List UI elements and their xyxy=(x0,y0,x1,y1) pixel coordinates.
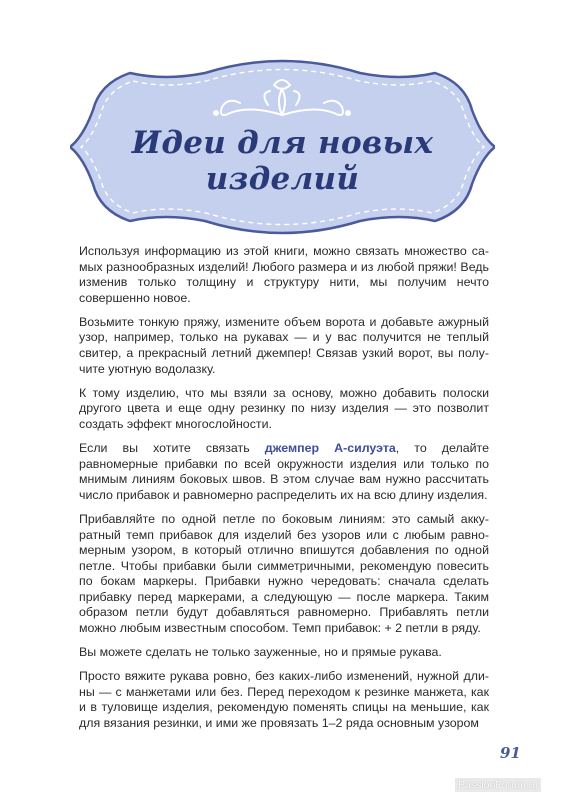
paragraph: К тому изделию, что мы взяли за основу, можно добавить полоски другого цвета и еще одну резинку по низу изделия — это позволит создать эффект многослойности. xyxy=(79,385,489,431)
watermark: PassionForum.ru xyxy=(455,778,541,792)
page-title: Идеи для новых изделий xyxy=(131,125,434,197)
paragraph: Прибавляйте по одной петле по боковым линиям: это самый акку-ратный темп прибавок для изделий без узоров или с любым равно-мерным узором, в который отлично впишутся добавления по одной петле. Чтобы прибавки были симметричными, рекомендую повесить по бокам маркеры. Прибавки нужно чередовать: сначала сделать прибавку перед маркерами, а следующую — после маркера. Таким образом петли будут добавляться равномерно. Прибавлять петли можно любым известным способом. Темп прибавок: + 2 петли в ряду. xyxy=(79,511,489,636)
paragraph xyxy=(79,441,489,503)
paragraph: Просто вяжите рукава ровно, без каких-либо изменений, нужной дли-ны — с манжетами или без. Перед переходом к резинке манжета, как и в туловище изделия, рекомендую поменять спицы на меньшие, как для вязания резинки, и ими же провязать 1–2 ряда основным узором xyxy=(79,669,489,731)
highlighted-term: джемпер А-силуэта xyxy=(264,441,396,456)
paragraph: Возьмите тонкую пряжу, измените объем ворота и добавьте ажурный узор, например, только на рукавах — и у вас получится не теплый свитер, а прекрасный летний джемпер! Связав узкий ворот, вы полу-чите уютную водолазку. xyxy=(79,314,489,376)
paragraph-text: , то делайте равномерные прибавки по всей окружности изделия или только по мнимым линиям боковых швов. В этом случае вам нужно рассчитать число прибавок и равномерно распределить их на всю длину изделия. xyxy=(79,441,489,502)
paragraph-text: Если вы хотите связать xyxy=(79,441,265,456)
page-number: 91 xyxy=(500,744,521,762)
article-body xyxy=(79,244,489,740)
paragraph: Вы можете сделать не только зауженные, но и прямые рукава. xyxy=(79,645,442,660)
title-banner xyxy=(70,55,495,235)
paragraph: Используя информацию из этой книги, можно связать множество са-мых разнообразных изделий! Любого размера и из любой пряжи! Ведь изменив только толщину и структуру нити, мы получим нечто совершенно новое. xyxy=(79,244,489,305)
